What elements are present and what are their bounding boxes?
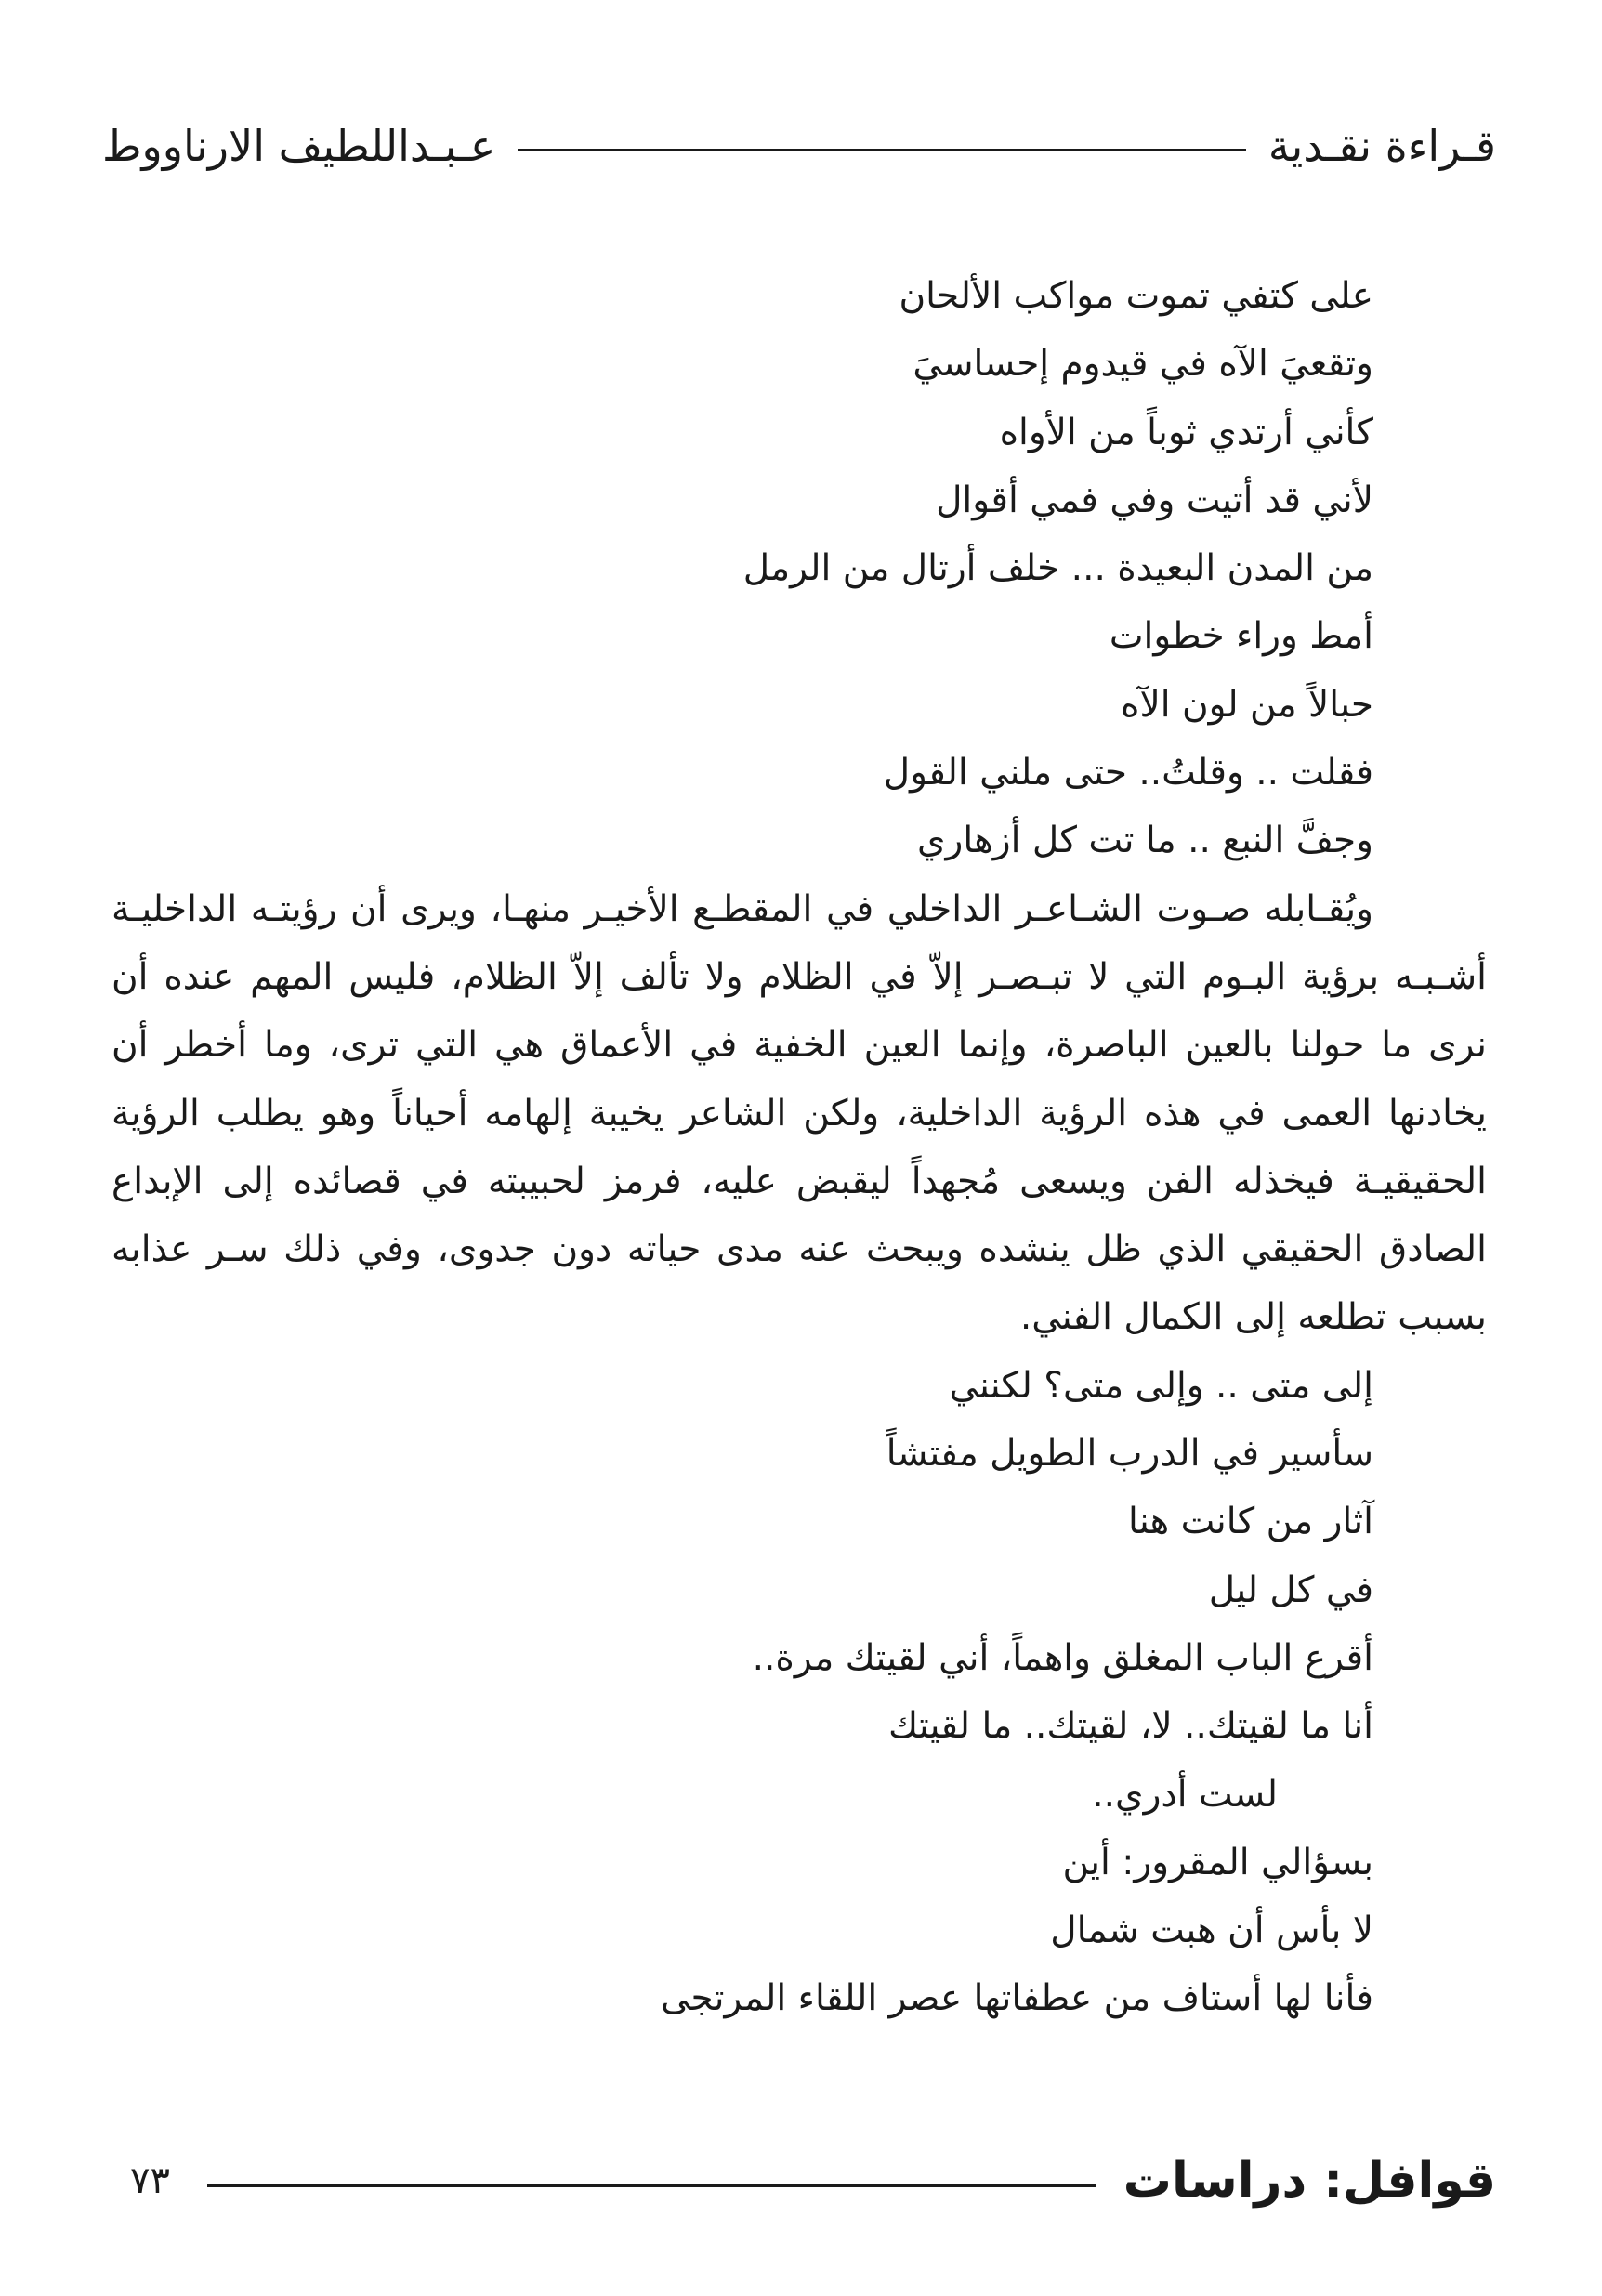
- poem-stanza-2: [112, 1352, 1487, 1829]
- verse-line: وجفَّ النبع .. ما تت كل أزهاري: [916, 820, 1373, 862]
- prose-line: الصادق الحقيقي الذي ظل ينشده ويبحث عنه مدى حياته دون جدوى، وفي ذلك سـر عذابه: [112, 1228, 1487, 1271]
- prose-line: يخادنها العمى في هذه الرؤية الداخلية، ولكن الشاعر يخيبة إلهامه أحياناً وهو يطلب الرؤية: [112, 1092, 1487, 1135]
- poem-stanza-1: [112, 262, 1487, 875]
- verse-line: فقلت .. وقلتُ.. حتى ملني القول: [883, 752, 1373, 794]
- prose-line: أشـبـه برؤية البـوم التي لا تبـصـر إلاّ في الظلام ولا تألف إلاّ الظلام، فليس المهم عنده أن: [112, 955, 1487, 998]
- verse-line: آثار من كانت هنا: [1128, 1501, 1373, 1543]
- verse-line: سأسير في الدرب الطويل مفتشاً: [886, 1433, 1373, 1476]
- prose-line: ويُقـابله صـوت الشـاعـر الداخلي في المقطـع الأخيـر منهـا، ويرى أن رؤيتـه الداخليـة: [112, 887, 1373, 930]
- poem-stanza-3: [112, 1829, 1487, 2033]
- page-number: ٧٣: [130, 2159, 170, 2202]
- verse-line: من المدن البعيدة ... خلف أرتال من الرمل: [742, 547, 1373, 590]
- verse-line: في كل ليل: [1208, 1568, 1373, 1611]
- verse-line: فأنا لها أستاف من عطفاتها عصر اللقاء المرتجى: [660, 1977, 1373, 2020]
- prose-paragraph: [112, 875, 1487, 1352]
- running-header: [102, 113, 1496, 178]
- header-section-title: قـراءة نقـدية: [1267, 121, 1496, 171]
- verse-line: أمط وراء خطوات: [1109, 615, 1373, 658]
- prose-line: الحقيقيـة فيخذله الفن ويسعى مُجهداً ليقبض عليه، فرمز لحبيبته في قصائده إلى الإبداع: [112, 1160, 1487, 1202]
- verse-line: على كتفي تموت مواكب الألحان: [899, 275, 1373, 317]
- verse-line: وتقعيَ الآه في قيدوم إحساسيَ: [913, 343, 1373, 386]
- header-author: عـبـداللطيف الارناووط: [102, 121, 496, 171]
- prose-line: نرى ما حولنا بالعين الباصرة، وإنما العين الخفية في الأعماق هي التي ترى، وما أخطر أن: [112, 1024, 1487, 1067]
- verse-line: إلى متى .. وإلى متى؟ لكنني: [949, 1364, 1373, 1407]
- verse-line: أنا ما لقيتك.. لا، لقيتك.. ما لقيتك: [888, 1705, 1373, 1748]
- running-footer: [130, 2148, 1496, 2213]
- page-body: [112, 262, 1487, 2033]
- verse-line: بسؤالي المقرور: أين: [1062, 1841, 1373, 1883]
- prose-line: بسبب تطلعه إلى الكمال الفني.: [1019, 1296, 1487, 1339]
- verse-line: أقرع الباب المغلق واهماً، أني لقيتك مرة..: [752, 1636, 1373, 1679]
- verse-line: لا بأس أن هبت شمال: [1050, 1909, 1373, 1952]
- verse-line: كأني أرتدي ثوباً من الأواه: [999, 411, 1373, 453]
- verse-line: لأني قد أتيت وفي فمي أقوال: [936, 479, 1373, 521]
- footer-title: قوافل: دراسات: [1123, 2153, 1496, 2209]
- header-rule: [518, 149, 1246, 151]
- footer-rule: [207, 2184, 1096, 2187]
- verse-line: حبالاً من لون الآه: [1121, 683, 1373, 726]
- verse-line-indented: لست أدري..: [1092, 1773, 1278, 1816]
